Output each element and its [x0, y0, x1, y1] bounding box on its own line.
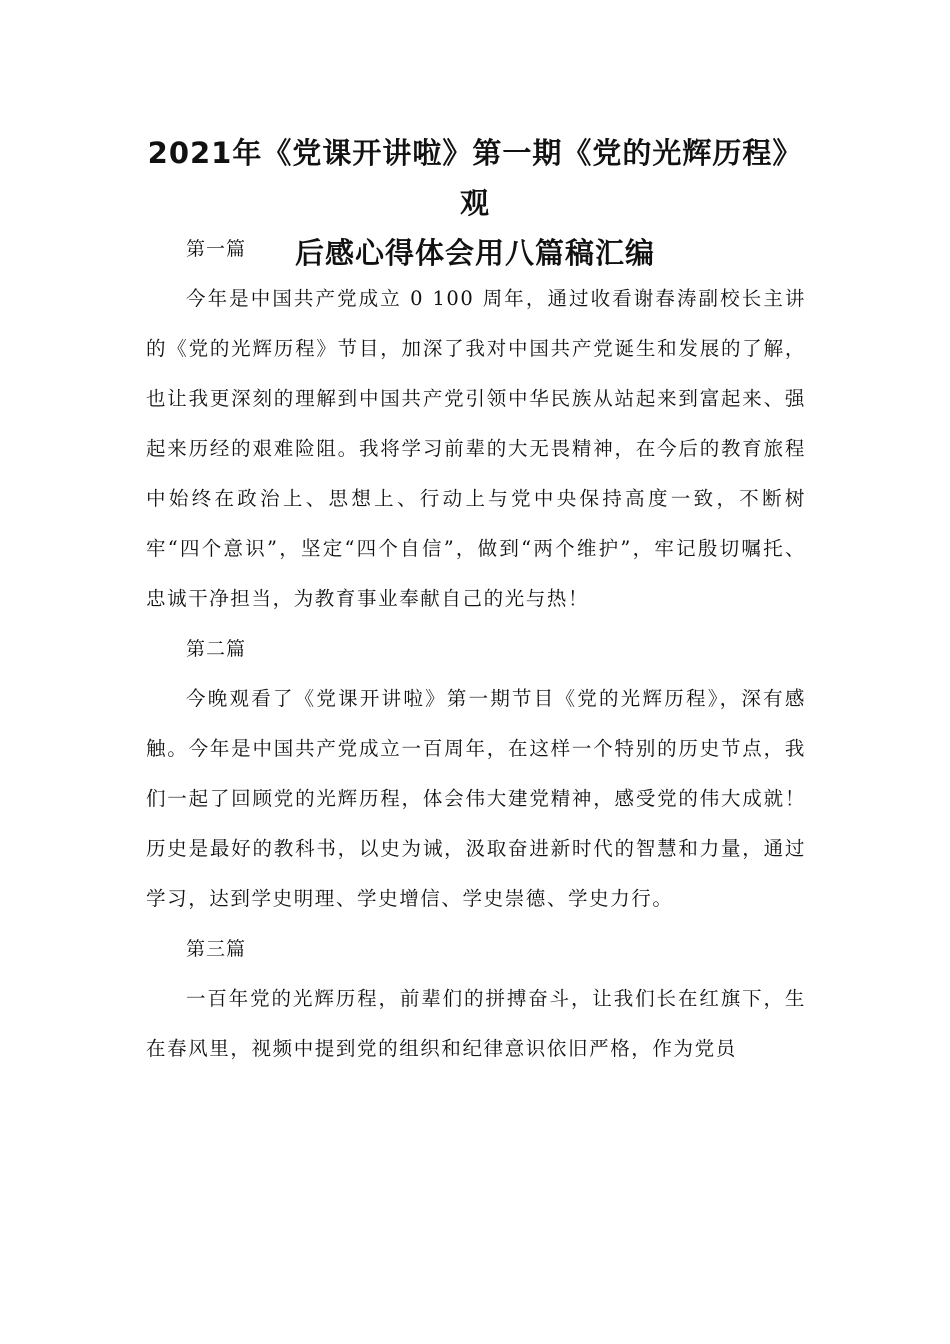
- title-line-1: 2021年《党课开讲啦》第一期《党的光辉历程》观: [147, 136, 803, 220]
- document-body: [146, 224, 806, 1074]
- section-1-paragraph: 今年是中国共产党成立 0 100 周年，通过收看谢春涛副校长主讲的《党的光辉历程》节目，加深了我对中国共产党诞生和发展的了解，也让我更深刻的理解到中国共产党引领中华民族从站起来到富起来、强起来历经的艰难险阻。我将学习前辈的大无畏精神，在今后的教育旅程中始终在政治上、思想上、行动上与党中央保持高度一致，不断树牢“四个意识”，坚定“四个自信”，做到“两个维护”，牢记殷切嘱托、忠诚干净担当，为教育事业奉献自己的光与热！: [146, 287, 806, 610]
- section-3-heading: 第三篇: [186, 938, 247, 960]
- section-1-heading: 第一篇: [186, 238, 247, 260]
- title-line-2: 后感心得体会用八篇稿汇编: [294, 236, 655, 270]
- section-2-paragraph: 今晚观看了《党课开讲啦》第一期节目《党的光辉历程》，深有感触。今年是中国共产党成立一百周年，在这样一个特别的历史节点，我们一起了回顾党的光辉历程，体会伟大建党精神，感受党的伟大成就！历史是最好的教科书，以史为诫，汲取奋进新时代的智慧和力量，通过学习，达到学史明理、学史增信、学史崇德、学史力行。: [146, 687, 806, 910]
- section-3-paragraph: 一百年党的光辉历程，前辈们的拼搏奋斗，让我们长在红旗下，生在春风里，视频中提到党的组织和纪律意识依旧严格，作为党员: [146, 987, 806, 1060]
- section-2-heading: 第二篇: [186, 638, 247, 660]
